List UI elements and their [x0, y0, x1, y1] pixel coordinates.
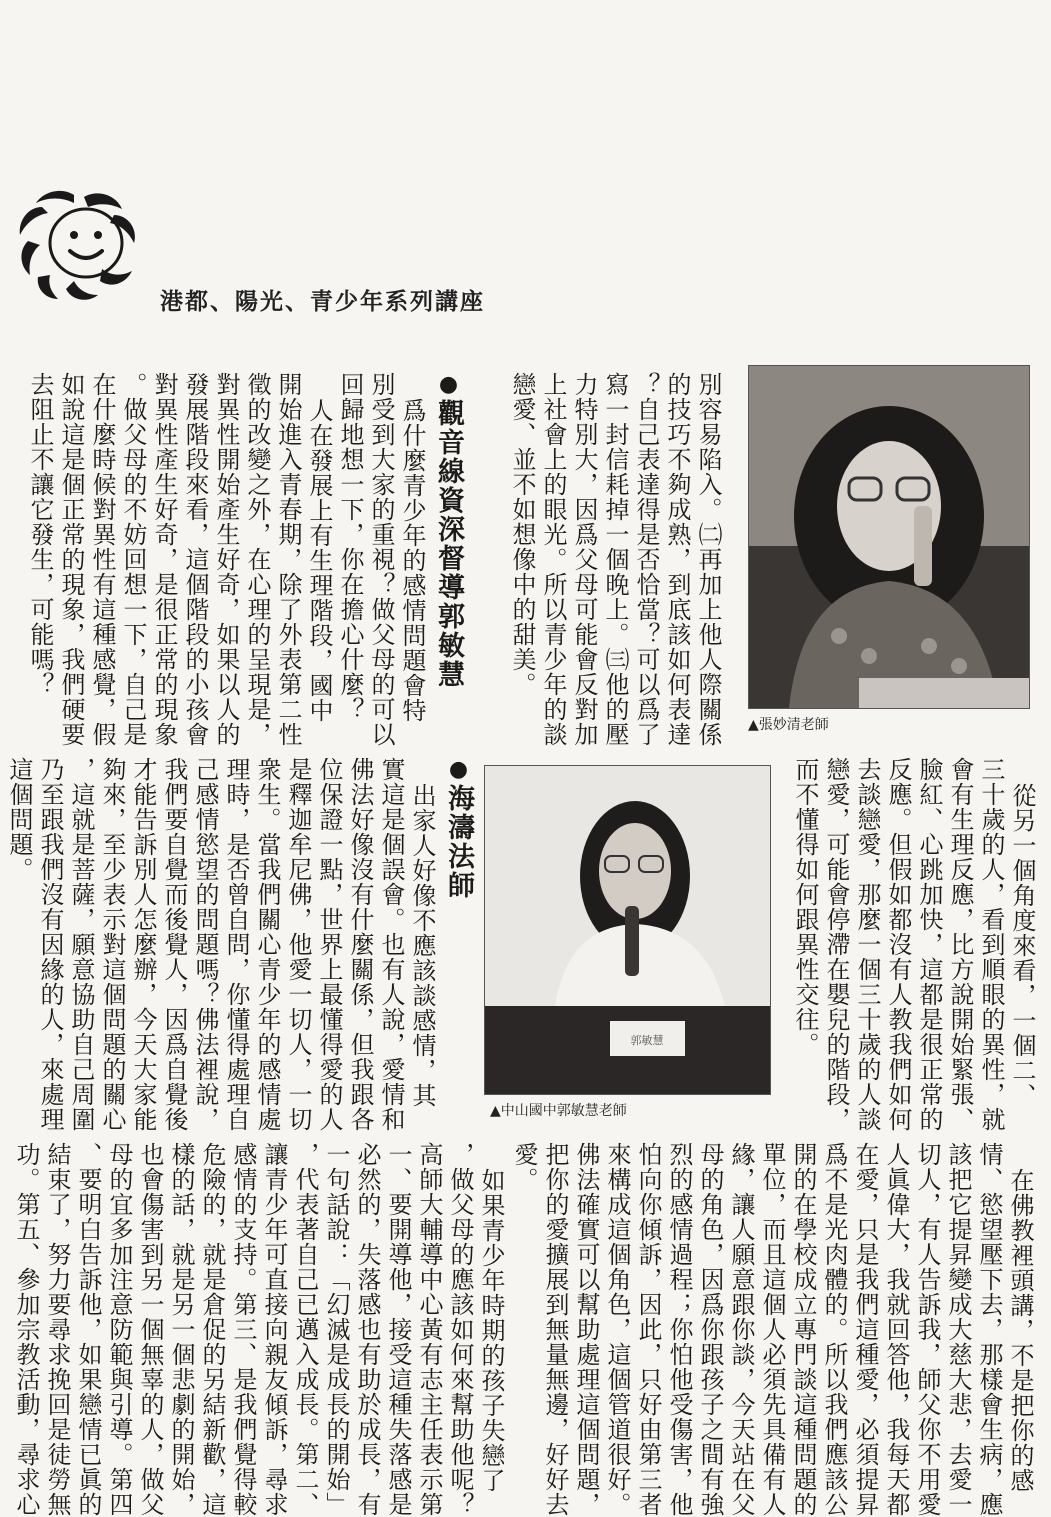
- text-column: 必然的，失落感也有助於成長，有: [353, 1142, 381, 1517]
- article-section-d: [5, 757, 474, 1132]
- text-column: 如說這是個正常的現象，我們硬要: [57, 372, 85, 747]
- article-section-b: [14, 372, 464, 747]
- text-column: 高師大輔導中心黃有志主任表示第: [415, 1142, 443, 1517]
- text-column: 才能告訴別人怎麼辦，今天大家能: [129, 757, 157, 1132]
- text-column: 、要明白告訴他，如果戀情已眞的: [74, 1142, 102, 1517]
- text-column: 別容易陷入。㈡再加上他人際關係: [694, 372, 722, 747]
- text-column: 開始進入青春期，除了外表第二性: [274, 372, 302, 747]
- text-column: 怕向你傾訴，因此，只好由第三者: [634, 1142, 662, 1517]
- text-column: 我們要自覺而後覺人，因爲自覺後: [160, 757, 188, 1132]
- text-column: 樣的話，就是另一個悲劇的開始，: [167, 1142, 195, 1517]
- text-column: 在什麼時候對異性有這種感覺，假: [88, 372, 116, 747]
- series-title: 港都、陽光、青少年系列講座: [160, 289, 485, 315]
- text-column: 夠來，至少表示對這個問題的關心: [98, 757, 126, 1132]
- text-column: 力特別大，因爲父母可能會反對加: [570, 372, 598, 747]
- text-column: 來構成這個角色，這個管道很好。: [603, 1142, 631, 1517]
- text-column: 該把它提昇變成大慈大悲，去愛一: [944, 1142, 972, 1517]
- text-column: 乃至跟我們沒有因緣的人，來處理: [36, 757, 64, 1132]
- article-section-e: [505, 1142, 1035, 1517]
- text-column: 衆生。當我們關心青少年的感情處: [253, 757, 281, 1132]
- text-column: 而不懂得如何跟異性交往。: [791, 757, 819, 1057]
- text-column: 也會傷害到另一個無辜的人，做父: [136, 1142, 164, 1517]
- photo-caption-2: ▲中山國中郭敏慧老師: [490, 1103, 627, 1119]
- text-column: 開的在學校成立專門談這種問題的: [789, 1142, 817, 1517]
- text-column: 人眞偉大，我就回答他，我每天都: [882, 1142, 910, 1517]
- text-column: 發展階段來看，這個階段的小孩會: [181, 372, 209, 747]
- text-column: 理時，是否曾自問，你懂得處理自: [222, 757, 250, 1132]
- section-heading: ●觀音線資深督導郭敏慧: [433, 372, 464, 689]
- text-column: 。做父母的不妨回想一下，自己是: [119, 372, 147, 747]
- text-column: 對異性產生好奇，是很正常的現象: [150, 372, 178, 747]
- article-section-c: [782, 757, 1037, 1132]
- text-column: 如果青少年時期的孩子失戀了: [477, 1168, 505, 1493]
- text-column: 緣，讓人願意跟你談，今天站在父: [727, 1142, 755, 1517]
- text-column: 位保證一點，世界上最懂得愛的人: [315, 757, 343, 1132]
- text-column: 把你的愛擴展到無量無邊，好好去: [541, 1142, 569, 1517]
- text-column: 對異性開始產生好奇，如果以人的: [212, 372, 240, 747]
- text-column: 出家人好像不應該談感情，其: [408, 783, 436, 1108]
- text-column: 去談戀愛，那麼一個三十歲的人談: [853, 757, 881, 1132]
- text-column: 戀愛、並不如想像中的甜美。: [508, 372, 536, 697]
- text-column: ，代表著自己已邁入成長。第二、: [291, 1142, 319, 1517]
- text-column: 己感情慾望的問題嗎？佛法裡說，: [191, 757, 219, 1132]
- text-column: 功。第五、參加宗教活動，尋求心: [12, 1142, 40, 1517]
- text-column: 徵的改變之外，在心理的呈現是，: [243, 372, 271, 747]
- text-column: 實這是個誤會。也有人說，愛情和: [377, 757, 405, 1132]
- text-column: 一、要開導他，接受這種失落感是: [384, 1142, 412, 1517]
- bullet-icon: ●: [436, 372, 461, 399]
- text-column: 從另一個角度來看，一個二、: [1008, 783, 1036, 1108]
- text-column: 單位，而且這個人必須先具備有人: [758, 1142, 786, 1517]
- text-column: ，這就是菩薩，願意協助自己周圍: [67, 757, 95, 1132]
- text-column: ，做父母的應該如何來幫助他呢？: [446, 1142, 474, 1517]
- name-plate: 郭敏慧: [630, 1034, 664, 1047]
- text-column: 上社會上的眼光。所以青少年的談: [539, 372, 567, 747]
- text-column: 母的宜多加注意防範與引導。第四: [105, 1142, 133, 1517]
- sun-logo-icon: [14, 185, 144, 305]
- text-column: 一句話說：「幻滅是成長的開始」: [322, 1142, 350, 1517]
- text-column: 反應。但假如都沒有人教我們如何: [884, 757, 912, 1132]
- text-column: 感情的支持。第三、是我們覺得較: [229, 1142, 257, 1517]
- text-column: 回歸地想一下，你在擔心什麼？: [336, 372, 364, 722]
- article-section-a: [508, 372, 723, 747]
- text-column: 去阻止不讓它發生，可能嗎？: [26, 372, 54, 697]
- text-column: 三十歲的人，看到順眼的異性，就: [977, 757, 1005, 1132]
- text-column: 危險的，就是倉促的另結新歡，這: [198, 1142, 226, 1517]
- text-column: 是釋迦牟尼佛，他愛一切人，一切: [284, 757, 312, 1132]
- text-column: 的技巧不夠成熟，到底該如何表達: [663, 372, 691, 747]
- article-section-f: [12, 1142, 506, 1517]
- text-column: 戀愛，可能會停滯在嬰兒的階段，: [822, 757, 850, 1132]
- speaker-photo-1: [748, 365, 1030, 709]
- text-column: 愛。: [510, 1142, 538, 1192]
- text-column: 臉紅、心跳加快，這都是很正常的: [915, 757, 943, 1132]
- text-column: 寫一封信耗掉一個晚上。㈢他的壓: [601, 372, 629, 747]
- text-column: 佛法好像沒有什麼關係，但我跟各: [346, 757, 374, 1132]
- text-column: 爲不是光肉體的。所以我們應該公: [820, 1142, 848, 1517]
- text-column: 情、慾望壓下去，那樣會生病，應: [975, 1142, 1003, 1517]
- text-column: 這個問題。: [5, 757, 33, 882]
- text-column: ？自己表達得是否恰當？可以爲了: [632, 372, 660, 747]
- text-column: 會有生理反應，比方說開始緊張、: [946, 757, 974, 1132]
- section-heading: ●海濤法師: [443, 757, 474, 900]
- bullet-icon: ●: [446, 757, 471, 784]
- text-column: 母的角色，因爲你跟孩子之間有強: [696, 1142, 724, 1517]
- text-column: 讓青少年可直接向親友傾訴，尋求: [260, 1142, 288, 1517]
- text-column: 切人，有人告訴我，師父你不用愛: [913, 1142, 941, 1517]
- text-column: 佛法確實可以幫助處理這個問題，: [572, 1142, 600, 1517]
- text-column: 人在發展上有生理階段，國中: [305, 398, 333, 723]
- text-column: 別受到大家的重視？做父母的可以: [367, 372, 395, 747]
- speaker-photo-2: [484, 765, 771, 1095]
- text-column: 在佛教裡頭講，不是把你的感: [1006, 1168, 1034, 1493]
- text-column: 烈的感情過程；你怕他受傷害，他: [665, 1142, 693, 1517]
- text-column: 爲什麼青少年的感情問題會特: [398, 398, 426, 723]
- photo-caption-1: ▲張妙清老師: [748, 717, 829, 733]
- text-column: 結束了，努力要尋求挽回是徒勞無: [43, 1142, 71, 1517]
- text-column: 在愛，只是我們這種愛，必須提昇: [851, 1142, 879, 1517]
